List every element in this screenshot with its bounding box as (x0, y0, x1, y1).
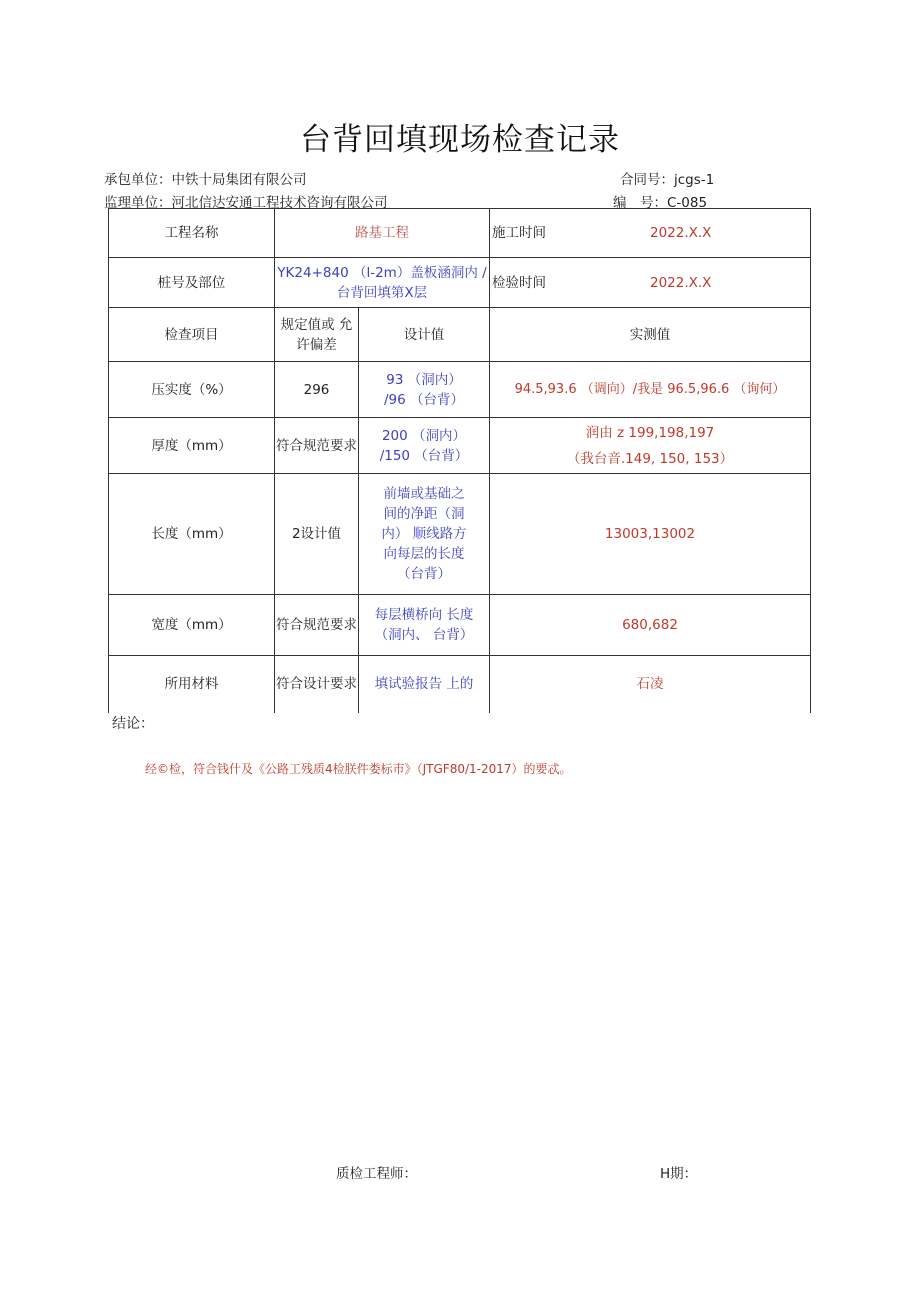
material-label: 所用材料 (109, 656, 275, 713)
page-title: 台背回填现场检查记录 (300, 122, 620, 158)
length-label: 长度（mm） (109, 474, 275, 595)
construct-time-label: 施工时间 (492, 225, 546, 241)
col-measured-header: 实测值 (490, 308, 811, 362)
table-row (109, 209, 811, 258)
table-row (109, 474, 811, 595)
width-design: 每层横桥向 长度（洞内、 台背） (359, 595, 490, 656)
date-label: H期： (660, 1166, 698, 1182)
project-name-label: 工程名称 (109, 209, 275, 258)
table-row (109, 258, 811, 308)
material-measured: 石凌 (490, 656, 811, 713)
length-design: 前墙或基础之间的净距（洞内） 顺线路方向每层的长度（台背） (359, 474, 490, 595)
compaction-design: 93 （洞内） /96 （台背） (359, 362, 490, 418)
contract-number: 合同号：jcgs-1 (620, 172, 715, 188)
inspection-table (108, 208, 811, 713)
contractor-label: 承包单位：中铁十局集团有限公司 (104, 172, 307, 188)
table-row (109, 308, 811, 362)
length-spec: 2设计值 (275, 474, 359, 595)
length-measured: 13003,13002 (490, 474, 811, 595)
table-row (109, 656, 811, 713)
compaction-measured: 94.5,93.6 （调向）/我是 96.5,96.6 （询何） (490, 362, 811, 418)
supervisor-label: 监理单位：河北信达安通工程技术咨询有限公司 (104, 195, 388, 211)
thickness-measured-line2: （我台音.149, 150, 153） (566, 450, 734, 467)
station-value: YK24+840 （l-2m）盖板涵洞内 / 台背回填第X层 (275, 258, 490, 308)
col-item-header: 检查项目 (109, 308, 275, 362)
table-row (109, 418, 811, 474)
project-name-value: 路基工程 (275, 209, 490, 258)
thickness-design: 200 （洞内） /150 （台背） (359, 418, 490, 474)
thickness-label: 厚度（mm） (109, 418, 275, 474)
width-measured: 680,682 (490, 595, 811, 656)
conclusion-text: 经©检，符合钱什及《公路工残质4检朕件娄标市》（JTGF80/1-2017）的要忒。 (145, 762, 572, 776)
serial-number: 编 号：C-085 (613, 195, 708, 211)
inspect-time-value: 2022.X.X (650, 275, 712, 291)
col-design-header: 设计值 (359, 308, 490, 362)
material-spec: 符合设计要求 (275, 656, 359, 713)
col-spec-header: 规定值或 允许偏差 (275, 308, 359, 362)
construct-time-cell (490, 209, 811, 258)
inspect-time-cell (490, 258, 811, 308)
width-label: 宽度（mm） (109, 595, 275, 656)
material-design: 填试验报告 上的 (359, 656, 490, 713)
station-label: 桩号及部位 (109, 258, 275, 308)
width-spec: 符合规范要求 (275, 595, 359, 656)
thickness-measured (490, 418, 811, 474)
table-row (109, 362, 811, 418)
conclusion-label: 结论： (112, 716, 154, 732)
compaction-label: 压实度（%） (109, 362, 275, 418)
inspect-time-label: 检验时间 (492, 275, 546, 291)
thickness-spec: 符合规范要求 (275, 418, 359, 474)
engineer-signature-label: 质检工程师： (336, 1166, 417, 1182)
construct-time-value: 2022.X.X (650, 225, 712, 241)
table-row (109, 595, 811, 656)
thickness-measured-line1: 润由 z 199,198,197 (585, 424, 715, 441)
compaction-spec: 296 (275, 362, 359, 418)
